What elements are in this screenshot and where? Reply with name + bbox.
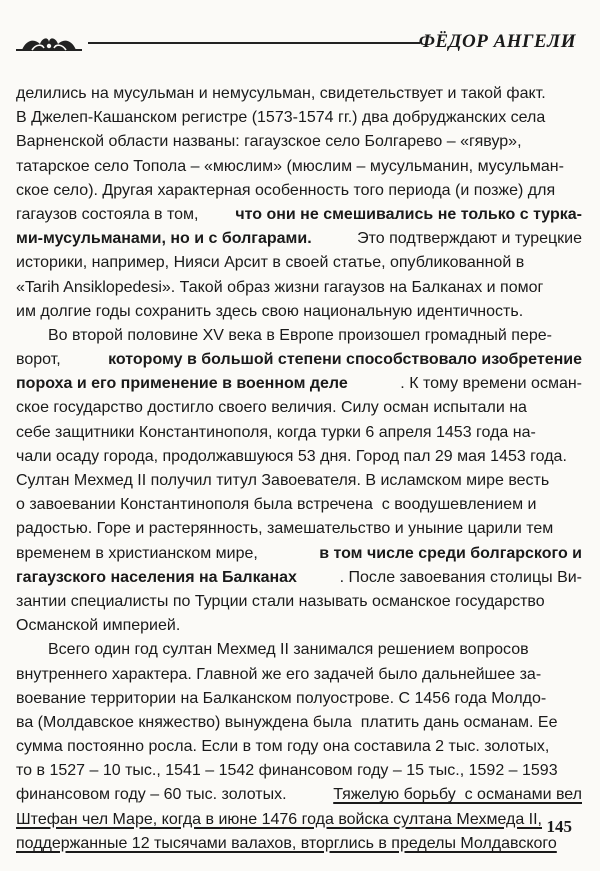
- handwritten-underline: Тяжелую борьбу с османами вел: [333, 786, 582, 804]
- text-line: Всего один год султан Мехмед II занимался решением вопросов: [48, 641, 529, 659]
- text-line: временем в христианском мире, в том числе среди болгарского и: [16, 544, 582, 562]
- text-line: В Джелеп-Кашанском регистре (1573-1574 гг.) два добруджанских села: [16, 109, 546, 127]
- text-line: чали осаду города, продолжавшуюся 53 дня. Город пал 29 мая 1453 года.: [16, 447, 567, 465]
- page-number: 145: [546, 817, 572, 836]
- text-line: себе защитники Константинополя, когда турки 6 апреля 1453 года на-: [16, 423, 536, 441]
- text-line: историки, например, Нияси Арсит в своей статье, опубликованной в: [16, 254, 525, 272]
- text-line: ское село). Другая характерная особенность того периода (и позже) для: [16, 181, 556, 199]
- text-line: гагаузов состояла в том, что они не смешивались не только с турка-: [16, 205, 582, 223]
- text-line: ва (Молдавское княжество) вынуждена была платить дань османам. Ее: [16, 713, 558, 731]
- body-text: [16, 82, 582, 856]
- text-line: воевание территории на Балканском полуострове. С 1456 года Молдо-: [16, 689, 547, 707]
- text-line: ское государство достигло своего величия. Силу осман испытали на: [16, 399, 527, 417]
- text-line: татарское село Топола – «мюслим» (мюслим – мусульманин, мусульман-: [16, 157, 564, 175]
- text-line: им долгие годы сохранить здесь свою национальную идентичность.: [16, 302, 524, 320]
- running-header: [14, 28, 580, 58]
- text-line: ворот, которому в большой степени способствовало изобретение: [16, 351, 582, 369]
- text-line: сумма постоянно росла. Если в том году она составила 2 тыс. золотых,: [16, 738, 550, 756]
- ornament-icon: [14, 32, 84, 54]
- text-line: [16, 808, 582, 832]
- text-line: Султан Мехмед II получил титул Завоевателя. В исламском мире весть: [16, 472, 550, 489]
- text-line: радостью. Горе и растерянность, замешательство и уныние царили тем: [16, 520, 554, 538]
- text-line: делились на мусульман и немусульман, свидетельствует и такой факт.: [16, 85, 546, 102]
- text-line: [16, 832, 582, 856]
- text-line: пороха и его применение в военном деле . К тому времени осман-: [16, 375, 582, 393]
- text-line: Во второй половине XV века в Европе произошел громадный пере-: [48, 326, 552, 344]
- header-rule: [88, 42, 420, 44]
- text-line: финансовом году – 60 тыс. золотых. Тяжелую борьбу с османами вел: [16, 783, 582, 807]
- text-line: Османской империей.: [16, 617, 181, 635]
- handwritten-underline: поддержанные 12 тысячами валахов, вторглись в пределы Молдавского: [16, 834, 557, 852]
- running-title: ФЁДОР АНГЕЛИ: [418, 31, 576, 52]
- text-line: внутреннего характера. Главной же его задачей было дальнейшее за-: [16, 665, 542, 683]
- text-line: то в 1527 – 10 тыс., 1541 – 1542 финансовом году – 15 тыс., 1592 – 1593: [16, 762, 558, 780]
- text-line: Варненской области названы: гагаузское село Болгарево – «гявур»,: [16, 133, 522, 151]
- text-line: «Tarih Ansiklopedesi». Такой образ жизни гагаузов на Балканах и помог: [16, 278, 544, 296]
- text-line: гагаузского населения на Балканах . После завоевания столицы Ви-: [16, 568, 582, 586]
- text-line: зантии специалисты по Турции стали называть османское государство: [16, 592, 545, 610]
- text-line: о завоевании Константинополя была встречена с воодушевлением и: [16, 496, 537, 514]
- text-line: ми-мусульманами, но и с болгарами. Это подтверждают и турецкие: [16, 230, 582, 248]
- handwritten-underline: Штефан чел Маре, когда в июне 1476 года войска султана Мехмеда II,: [16, 810, 542, 828]
